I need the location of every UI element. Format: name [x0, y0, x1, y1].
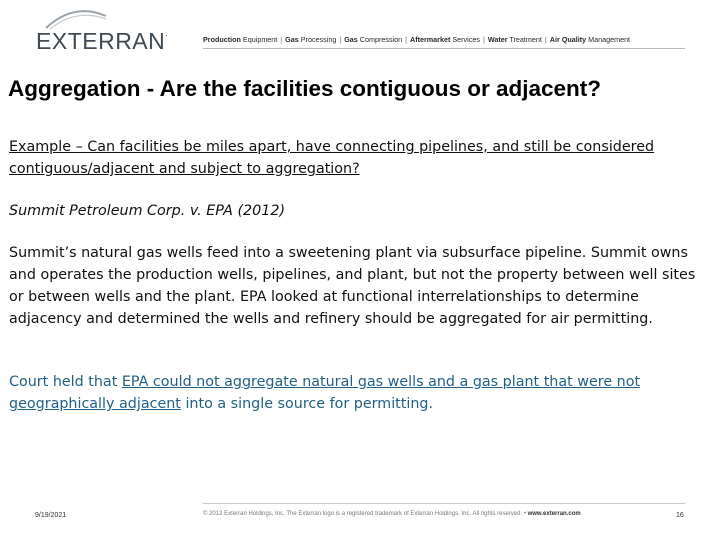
example-question: Example – Can facilities be miles apart, have connecting pipelines, and still be considered contiguous/adjacent and subject to aggregation?	[9, 139, 655, 177]
nav-separator: |	[405, 35, 408, 44]
nav-item[interactable]: Air Quality Management	[549, 35, 631, 44]
case-citation: Summit Petroleum Corp. v. EPA (2012)	[9, 203, 286, 219]
logo-swoosh-icon	[44, 8, 108, 30]
court-holding	[9, 371, 699, 415]
nav-separator: |	[280, 35, 283, 44]
copyright-text: © 2012 Exterran Holdings, Inc. The Exterran logo is a registered trademark of Exterran Holdings, Inc. All rights reserved.	[203, 511, 523, 517]
nav-item[interactable]: Production Equipment	[203, 35, 278, 44]
footer-bullet: •	[523, 511, 526, 517]
nav-separator: |	[544, 35, 547, 44]
case-facts: Summit’s natural gas wells feed into a sweetening plant via subsurface pipeline. Summit owns and operates the production wells, pipelines, and plant, but not the property between well sites or between wells and the plant. EPA looked at functional interrelationships to determine adjacency and determined the wells and refinery should be aggregated for air permitting.	[9, 245, 696, 327]
footer-date: 9/19/2021	[35, 512, 67, 519]
header-divider	[203, 48, 685, 49]
footer-website[interactable]: www.exterran.com	[527, 511, 581, 517]
page-number: 16	[676, 512, 684, 519]
footer-copyright	[203, 511, 581, 517]
header-nav	[203, 35, 630, 44]
holding-end: into a single source for permitting.	[180, 396, 434, 412]
nav-item[interactable]: Gas Processing	[285, 35, 337, 44]
exterran-logo: EXTERRAN.	[36, 28, 169, 54]
slide-title: Aggregation - Are the facilities contiguous or adjacent?	[8, 76, 601, 101]
nav-item[interactable]: Gas Compression	[344, 35, 403, 44]
holding-link[interactable]: EPA could not aggregate natural gas wells and a gas plant that were not geographically adjacent	[9, 374, 641, 412]
nav-item[interactable]: Water Treatment	[487, 35, 542, 44]
footer-divider	[203, 503, 685, 504]
nav-separator: |	[339, 35, 342, 44]
holding-intro: Court held that	[9, 374, 122, 390]
nav-separator: |	[482, 35, 485, 44]
slide-header	[0, 0, 720, 70]
nav-item[interactable]: Aftermarket Services	[410, 35, 480, 44]
